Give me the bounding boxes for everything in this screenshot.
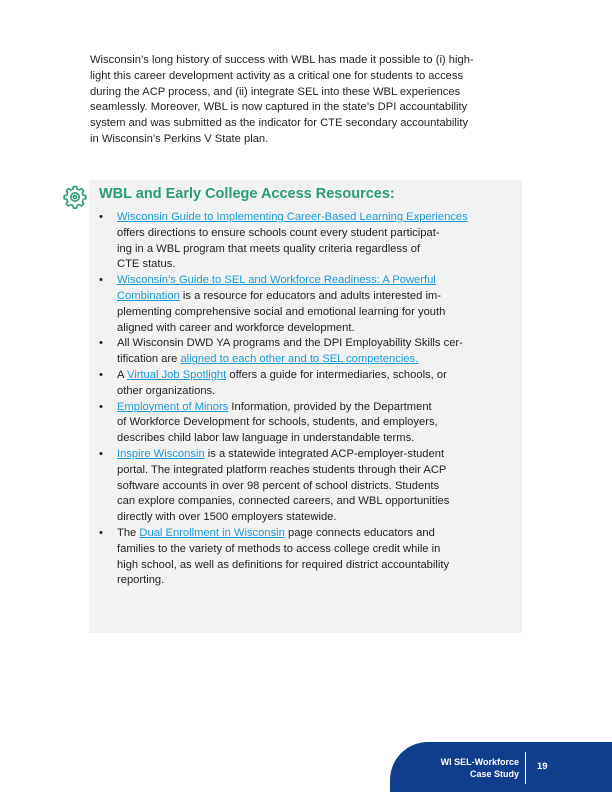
item-text: page connects educators and — [284, 526, 435, 539]
item-text: CTE status. — [117, 258, 176, 271]
footer-title — [441, 756, 519, 780]
link-virtual-job-spotlight[interactable]: Virtual Job Spotlight — [126, 368, 227, 381]
footer-title-line: Case Study — [469, 769, 519, 779]
item-text: directly with over 1500 employers statewide. — [117, 511, 337, 524]
item-text: tification are — [117, 353, 181, 366]
item-text: other organizations. — [117, 384, 216, 397]
item-text: Information, provided by the Department — [228, 400, 432, 413]
footer-divider — [525, 752, 526, 784]
item-text: software accounts in over 98 percent of school districts. Students — [117, 479, 440, 492]
intro-line: during the ACP process, and (ii) integrate SEL into these WBL experiences — [90, 85, 461, 98]
item-text: A — [117, 368, 127, 381]
item-text: of Workforce Development for schools, students, and employers, — [117, 416, 438, 429]
list-item — [0, 526, 520, 589]
intro-line: in Wisconsin’s Perkins V State plan. — [90, 132, 269, 145]
bullet: • — [99, 400, 103, 413]
list-item — [0, 447, 520, 526]
link-sel-competencies[interactable]: aligned to each other and to SEL competencies. — [180, 353, 419, 366]
bullet: • — [99, 447, 103, 460]
bullet: • — [99, 526, 103, 539]
page-number: 19 — [537, 761, 548, 772]
item-text: is a statewide integrated ACP-employer-student — [204, 447, 445, 460]
intro-line: seamlessly. Moreover, WBL is now captured in the state’s DPI accountability — [90, 101, 468, 114]
item-text: aligned with career and workforce development. — [117, 321, 355, 334]
item-text: is a resource for educators and adults interested im- — [179, 289, 441, 302]
item-text: plementing comprehensive social and emotional learning for youth — [117, 305, 446, 318]
link-employment-of-minors[interactable]: Employment of Minors — [117, 400, 229, 413]
footer-title-line: WI SEL-Workforce — [440, 757, 519, 767]
item-text: reporting. — [117, 574, 165, 587]
link-career-based-learning-guide[interactable]: Wisconsin Guide to Implementing Career-Based Learning Experiences — [117, 211, 468, 223]
item-text: can explore companies, connected careers, and WBL opportunities — [117, 495, 450, 508]
list-item — [0, 336, 520, 368]
link-sel-workforce-guide[interactable]: Wisconsin’s Guide to SEL and Workforce Readiness: A Powerful — [117, 274, 436, 287]
link-sel-workforce-guide-cont[interactable]: Combination — [117, 289, 180, 302]
intro-paragraph — [90, 53, 522, 148]
intro-line: system and was submitted as the indicator for CTE secondary accountability — [90, 117, 469, 130]
footer-tab — [390, 742, 612, 792]
item-text: high school, as well as definitions for required district accountability — [117, 558, 450, 571]
resources-title: WBL and Early College Access Resources: — [99, 186, 395, 202]
item-text: ing in a WBL program that meets quality criteria regardless of — [117, 242, 421, 255]
item-text: families to the variety of methods to access college credit while in — [117, 542, 441, 555]
bullet: • — [99, 368, 103, 381]
gear-icon — [62, 184, 88, 210]
bullet: • — [99, 211, 103, 223]
item-text: portal. The integrated platform reaches students through their ACP — [117, 463, 447, 476]
item-text: offers a guide for intermediaries, schools, or — [226, 368, 447, 381]
item-text: offers directions to ensure schools count every student participat- — [117, 226, 440, 239]
item-text: All Wisconsin DWD YA programs and the DPI Employability Skills cer- — [117, 337, 463, 350]
item-text: describes child labor law language in understandable terms. — [117, 432, 415, 445]
list-item — [0, 273, 520, 336]
bullet: • — [99, 274, 103, 287]
link-dual-enrollment[interactable]: Dual Enrollment in Wisconsin — [139, 526, 285, 539]
bullet: • — [99, 337, 103, 350]
item-text: The — [117, 526, 140, 539]
intro-line: light this career development activity as a critical one for students to access — [90, 69, 464, 82]
list-item — [0, 368, 520, 400]
intro-line: Wisconsin’s long history of success with WBL has made it possible to (i) high- — [90, 54, 474, 66]
resources-list — [0, 210, 520, 589]
link-inspire-wisconsin[interactable]: Inspire Wisconsin — [117, 447, 205, 460]
list-item — [0, 210, 520, 273]
list-item — [0, 400, 520, 447]
